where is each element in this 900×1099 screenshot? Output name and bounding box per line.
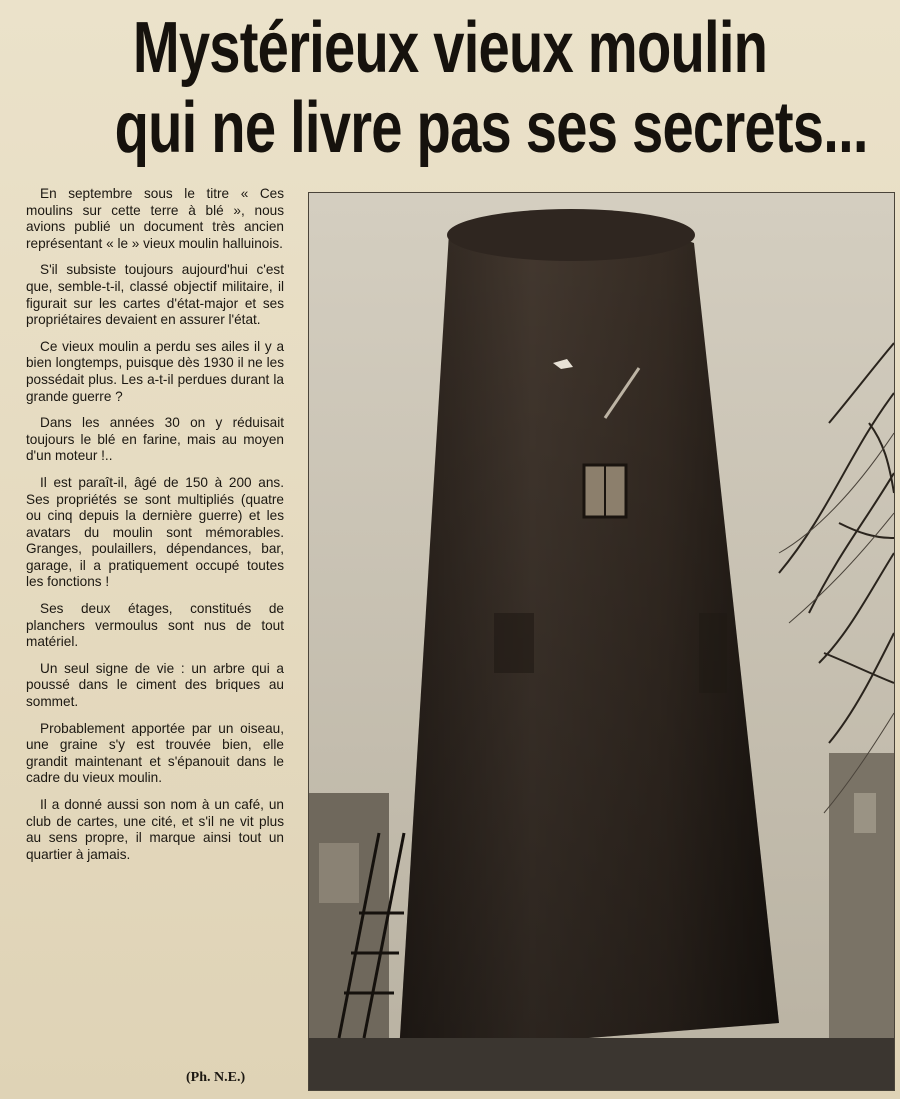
article-paragraph-4: Dans les années 30 on y réduisait toujours le blé en farine, mais au moyen d'un moteur !.. bbox=[26, 415, 284, 464]
article-paragraph-6: Ses deux étages, constitués de planchers vermoulus sont nus de tout matériel. bbox=[26, 601, 284, 650]
article-paragraph-1: En septembre sous le titre « Ces moulins sur cette terre à blé », nous avions publié un document très ancien représentant « le » vieux moulin halluinois. bbox=[26, 186, 284, 251]
article-paragraph-5: Il est paraît-il, âgé de 150 à 200 ans. Ses propriétés se sont multipliés (quatre ou cinq depuis la dernière guerre) et les avatars du moulin sont mémorables. Granges, poulaillers, dépendances, bar, garage, il a pratiquement occupé toutes les fonctions ! bbox=[26, 474, 284, 590]
article-paragraph-3: Ce vieux moulin a perdu ses ailes il y a bien longtemps, puisque dès 1930 il ne les possédait plus. Les a-t-il perdues durant la grande guerre ? bbox=[26, 338, 284, 404]
article-paragraph-7: Un seul signe de vie : un arbre qui a poussé dans le ciment des briques au sommet. bbox=[26, 660, 284, 710]
windmill-photo bbox=[308, 192, 895, 1091]
photo-credit: (Ph. N.E.) bbox=[186, 1070, 246, 1085]
windmill-photo-illustration bbox=[309, 193, 894, 1090]
headline-line-1: Mystérieux vieux moulin bbox=[132, 8, 768, 88]
article-paragraph-9: Il a donné aussi son nom à un café, un club de cartes, une cité, et s'il ne vit plus au sens propre, il marque ainsi tout un quartier à jamais. bbox=[26, 797, 284, 862]
article-paragraph-8: Probablement apportée par un oiseau, une graine s'y est trouvée bien, elle grandit maintenant et s'épanouit dans le cadre du vieux moulin. bbox=[26, 720, 284, 786]
article-paragraph-2: S'il subsiste toujours aujourd'hui c'est que, semble-t-il, classé objectif militaire, il figurait sur les cartes d'état-major et ses propriétaires devaient en assurer l'état. bbox=[26, 262, 284, 328]
headline-line-2: qui ne livre pas ses secrets... bbox=[114, 88, 868, 168]
article-column bbox=[26, 186, 284, 873]
